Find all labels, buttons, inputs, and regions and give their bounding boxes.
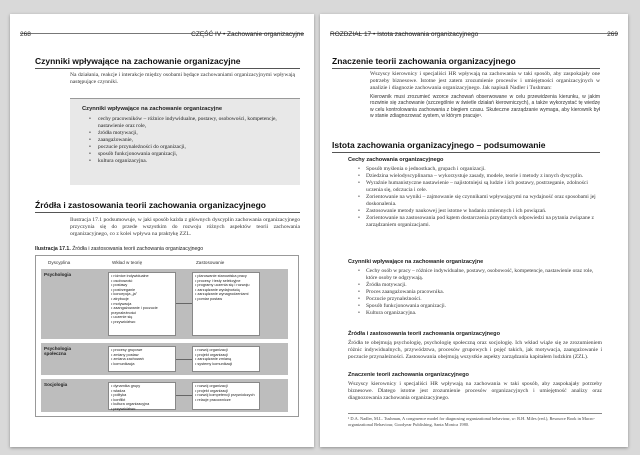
list-item: • kultura organizacyjna.	[98, 158, 290, 165]
list-item: • Proces zaangażowania pracownika.	[366, 289, 602, 296]
list-item: • koncepcja „ja"	[111, 292, 173, 297]
list-item: • rozwój organizacji	[195, 348, 257, 353]
list-item: • Zastosowanie metody naukowej jest istotne w badaniu zmiennych i ich powiązań.	[366, 208, 602, 215]
list-item: • osobowość	[111, 279, 173, 284]
sub-heading-sources: Źródła i zastosowania teorii zachowania organizacyjnego	[348, 331, 500, 337]
list-item: • Cechy osób w pracy – różnice indywidualne, postawy, osobowość, kompetencje, nastawienie oraz role, które osoby te odgrywają.	[366, 268, 602, 282]
list-item: • projekt organizacji	[195, 389, 257, 394]
section-title-summary: Istota zachowania organizacyjnego – podsumowanie	[332, 140, 600, 153]
nadler-tushman-quote: Kierownik musi zrozumieć wzorce zachowań obserwowane w celu przewidzenia kierunku, w jakim rozwinie się zachowanie (szczególnie w świetle działań kierowniczych), a także wykorzystać tę wiedzę w celu kontrolowania zachowania z biegiem czasu. Skuteczne zarządzanie wymaga, aby kierownik był w stanie zdiagnozować system, w którym pracuje¹.	[370, 94, 600, 120]
list-item: • zarządzanie zmianą	[195, 357, 257, 362]
right-header-title: ROZDZIAŁ 17 • Istota zachowania organizacyjnego	[330, 31, 479, 38]
list-item: • Kultura organizacyjna.	[366, 310, 602, 317]
contributions-sociology	[108, 382, 176, 410]
list-item: • polityka	[111, 393, 173, 398]
list-item: • Poczucie przynależności.	[366, 296, 602, 303]
col-header-application: Zastosowanie	[196, 260, 225, 265]
list-item: • zaangażowanie i poczucie przynależności	[111, 306, 173, 315]
sub-heading-importance: Znaczenie teorii zachowania organizacyjnego	[348, 372, 469, 378]
list-item: • komunikacja	[111, 362, 173, 367]
list-item: • poczucie przynależności do organizacji,	[98, 144, 290, 151]
discipline-psychology: Psychologia	[44, 272, 72, 277]
list-item: • dynamika grupy	[111, 384, 173, 389]
list-item: • Wyraźnie humanistyczne nastawienie – najistotniejsi są ludzie i ich postawy, postrzeganie, zdolności uczenia się, odczucia i cele.	[366, 180, 602, 194]
list-item: • postrzeganie	[111, 288, 173, 293]
list-item: • motywacja	[111, 302, 173, 307]
list-item: • systemy komunikacji	[195, 362, 257, 367]
figure-caption-text: Źródła i zastosowania teorii zachowania organizacyjnego	[72, 246, 204, 252]
left-running-header	[20, 31, 304, 38]
list-item: • Dziedzina wielodyscyplinarna – wykorzystuje zasady, modele, teorie i metody z innych dyscyplin.	[366, 173, 602, 180]
arrow-connector	[176, 303, 192, 304]
list-item: • sposób funkcjonowania organizacji,	[98, 151, 290, 158]
contributions-psychology	[108, 272, 176, 336]
factors-summary-box	[70, 98, 300, 185]
list-item: • źródła motywacji,	[98, 130, 290, 137]
list-item: • procesy i testy selekcyjne	[195, 279, 257, 284]
applications-sociology	[192, 382, 260, 410]
factors-box-title: Czynniki wpływające na zachowanie organizacyjne	[82, 106, 223, 112]
section-title-sources: Źródła i zastosowania teorii zachowania organizacyjnego	[35, 200, 300, 213]
list-item: • projekt organizacji	[195, 353, 257, 358]
list-item: • rozwój organizacji	[195, 384, 257, 389]
list-item: • zmiana zachowań	[111, 357, 173, 362]
section-title-importance: Znaczenie teorii zachowania organizacyjnego	[332, 56, 600, 69]
list-item: • cechy pracowników – różnice indywidualne, postawy, osobowości, kompetencje, nastawienie oraz role,	[98, 116, 290, 130]
right-page-number: 269	[607, 31, 618, 38]
col-header-discipline: Dyscyplina	[48, 260, 71, 265]
importance-summary-paragraph: Wszyscy kierownicy i specjaliści HR wpływają na zachowania w taki sposób, aby zaspokajały potrzeby biznesowe. Dlatego istotne jest zrozumienie procesów organizacyjnych i umiejętność analizy oraz diagnozowania zachowania organizacyjnego.	[348, 381, 602, 401]
list-item: • atrybucje	[111, 297, 173, 302]
discipline-sociology: Socjologia	[44, 382, 68, 387]
left-header-title: CZĘŚĆ IV • Zachowanie organizacyjne	[191, 31, 304, 38]
left-page-number: 268	[20, 31, 31, 38]
importance-paragraph: Wszyscy kierownicy i specjaliści HR wpływają na zachowania w taki sposób, aby zaspokajały one potrzeby biznesowe. Istotne jest zatem zrozumienie procesów i umiejętności organizacyjnych w analizie i diagnozie zachowania organizacyjnego. Jak napisali Nadler i Tushman:	[370, 71, 600, 91]
discipline-social-psychology: Psychologia społeczna	[44, 346, 72, 356]
section-title-factors: Czynniki wpływające na zachowanie organizacyjne	[35, 56, 300, 69]
list-item: • relacje pracownicze	[195, 398, 257, 403]
list-item: • postawy	[111, 283, 173, 288]
arrow-connector	[176, 395, 192, 396]
left-page	[10, 14, 314, 447]
list-item: • Sposób funkcjonowania organizacji.	[366, 303, 602, 310]
list-item: • procesy grupowe	[111, 348, 173, 353]
col-header-contribution: Wkład w teorię	[112, 260, 143, 265]
factors-intro-paragraph: Na działania, reakcje i interakcje między osobami będące zachowaniami organizacyjnymi wpływają następujące czynniki.	[70, 72, 295, 85]
figure-caption-label: Ilustracja 17.1.	[35, 246, 71, 252]
applications-psychology	[192, 272, 260, 336]
list-item: • zarządzanie wynagrodzeniami	[195, 292, 257, 297]
footnote: ¹ D.A. Nadler, M.L. Tushman, A congruence model for diagnosing organizational behaviour, w: R.H. Miles (red.), Resource Book in Macro-organizational Behaviour, Goodyear Publishing, Santa Monica 1980.	[348, 413, 602, 427]
list-item: • Sposób myślenia o jednostkach, grupach i organizacji.	[366, 166, 602, 173]
list-item: • zaangażowanie,	[98, 137, 290, 144]
list-item: • Zorientowanie na zastosowania pod kątem dostarczenia przydatnych odpowiedzi na pytania związane z zarządzaniem organizacjami.	[366, 215, 602, 229]
figure-caption	[35, 246, 300, 252]
list-item: • planowanie stanowiska pracy	[195, 274, 257, 279]
sub-heading-characteristics: Cechy zachowania organizacyjnego	[348, 157, 444, 163]
list-item: • kultura organizacyjna	[111, 402, 173, 407]
list-item: • rozwój kompetencji przywódczych	[195, 393, 257, 398]
list-item: • zmiany postaw	[111, 353, 173, 358]
sources-summary-paragraph: Źródła te obejmują psychologię, psychologię społeczną oraz socjologię. Ich wkład wiąże się ze zrozumieniem różnic indywidualnych, przywództwa, procesów grupowych i pojęć takich, jak motywacja, zaangażowanie i poczucie przynależności. Zastosowania obejmują wszystkie aspekty zarządzania kapitałem ludzkim (ZZL).	[348, 340, 602, 360]
sub-heading-factors: Czynniki wpływające na zachowanie organizacyjne	[348, 259, 484, 265]
arrow-connector	[176, 359, 192, 360]
contributions-social-psychology	[108, 346, 176, 372]
factors-box-list	[70, 116, 300, 165]
figure-17-1	[35, 255, 299, 417]
right-running-header	[330, 31, 618, 38]
list-item: • programy uczenia się i rozwoju	[195, 283, 257, 288]
list-item: • pomiar postaw	[195, 297, 257, 302]
list-item: • konflikt	[111, 398, 173, 403]
list-item: • przywództwo	[111, 320, 173, 325]
applications-social-psychology	[192, 346, 260, 372]
list-item: • uczenie się	[111, 315, 173, 320]
right-page	[320, 14, 628, 447]
characteristics-list	[366, 166, 602, 229]
list-item: • zarządzanie wydajnością	[195, 288, 257, 293]
factors-list	[366, 268, 602, 317]
list-item: • przywództwo	[111, 407, 173, 412]
list-item: • Zorientowanie na wyniki – zajmowanie się czynnikami wpływającymi na wydajność oraz sposobami jej doskonalenia.	[366, 194, 602, 208]
list-item: • różnice indywidualne	[111, 274, 173, 279]
sources-intro-paragraph: Ilustracja 17.1 podsumowuje, w jaki sposób każda z głównych dyscyplin zachowania organizacyjnego przyczynia się do przede wszystkim do rozwoju różnych aspektów teorii zachowania organizacyjnego, co z kolei wpływa na praktykę ZZL.	[70, 217, 300, 237]
list-item: • władza	[111, 389, 173, 394]
list-item: • Źródła motywacji.	[366, 282, 602, 289]
